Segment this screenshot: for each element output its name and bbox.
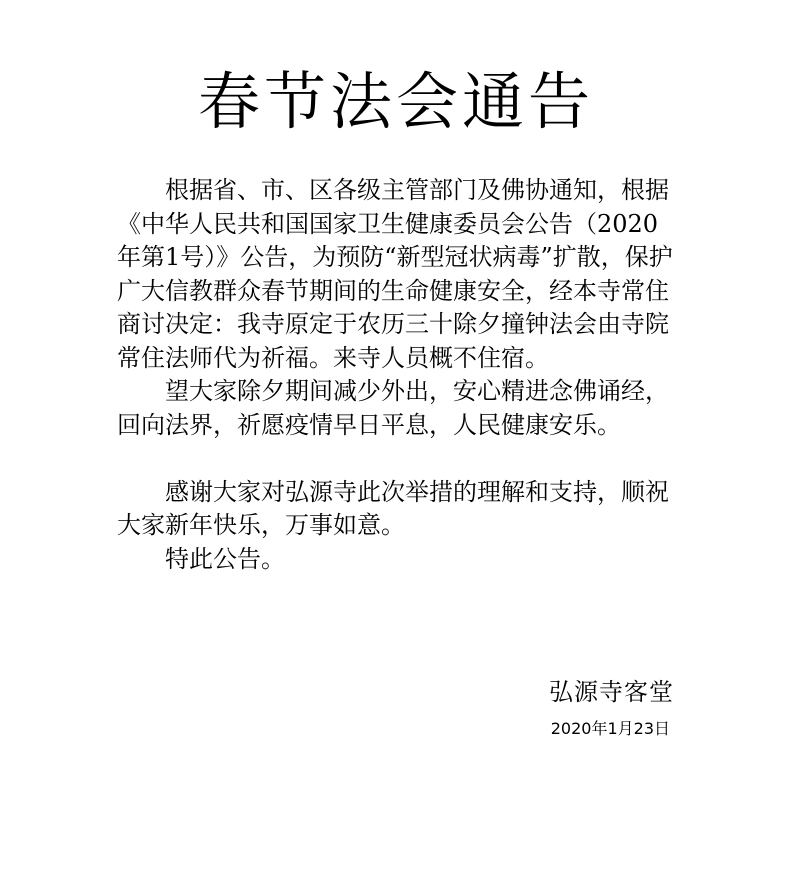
notice-paragraph-3: 感谢大家对弘源寺此次举措的理解和支持，顺祝大家新年快乐，万事如意。 <box>117 477 669 539</box>
notice-signature: 弘源寺客堂 <box>549 678 674 706</box>
notice-paragraph-2: 望大家除夕期间减少外出，安心精进念佛诵经，回向法界，祈愿疫情早日平息，人民健康安乐。 <box>117 377 669 439</box>
notice-closing: 特此公告。 <box>165 544 285 573</box>
paragraph-spacer <box>117 442 679 476</box>
notice-paragraph-1: 根据省、市、区各级主管部门及佛协通知，根据《中华人民共和国国家卫生健康委员会公告（2020年第1号）》公告，为预防“新型冠状病毒”扩散，保护广大信教群众春节期间的生命健康安全，经本寺常住商讨决定：我寺原定于农历三十除夕撞钟法会由寺院常住法师代为祈福。来寺人员概不住宿。 <box>117 176 673 372</box>
notice-title: 春节法会通告 <box>197 65 594 138</box>
notice-date: 2020年1月23日 <box>550 719 670 738</box>
notice-body <box>117 174 679 576</box>
